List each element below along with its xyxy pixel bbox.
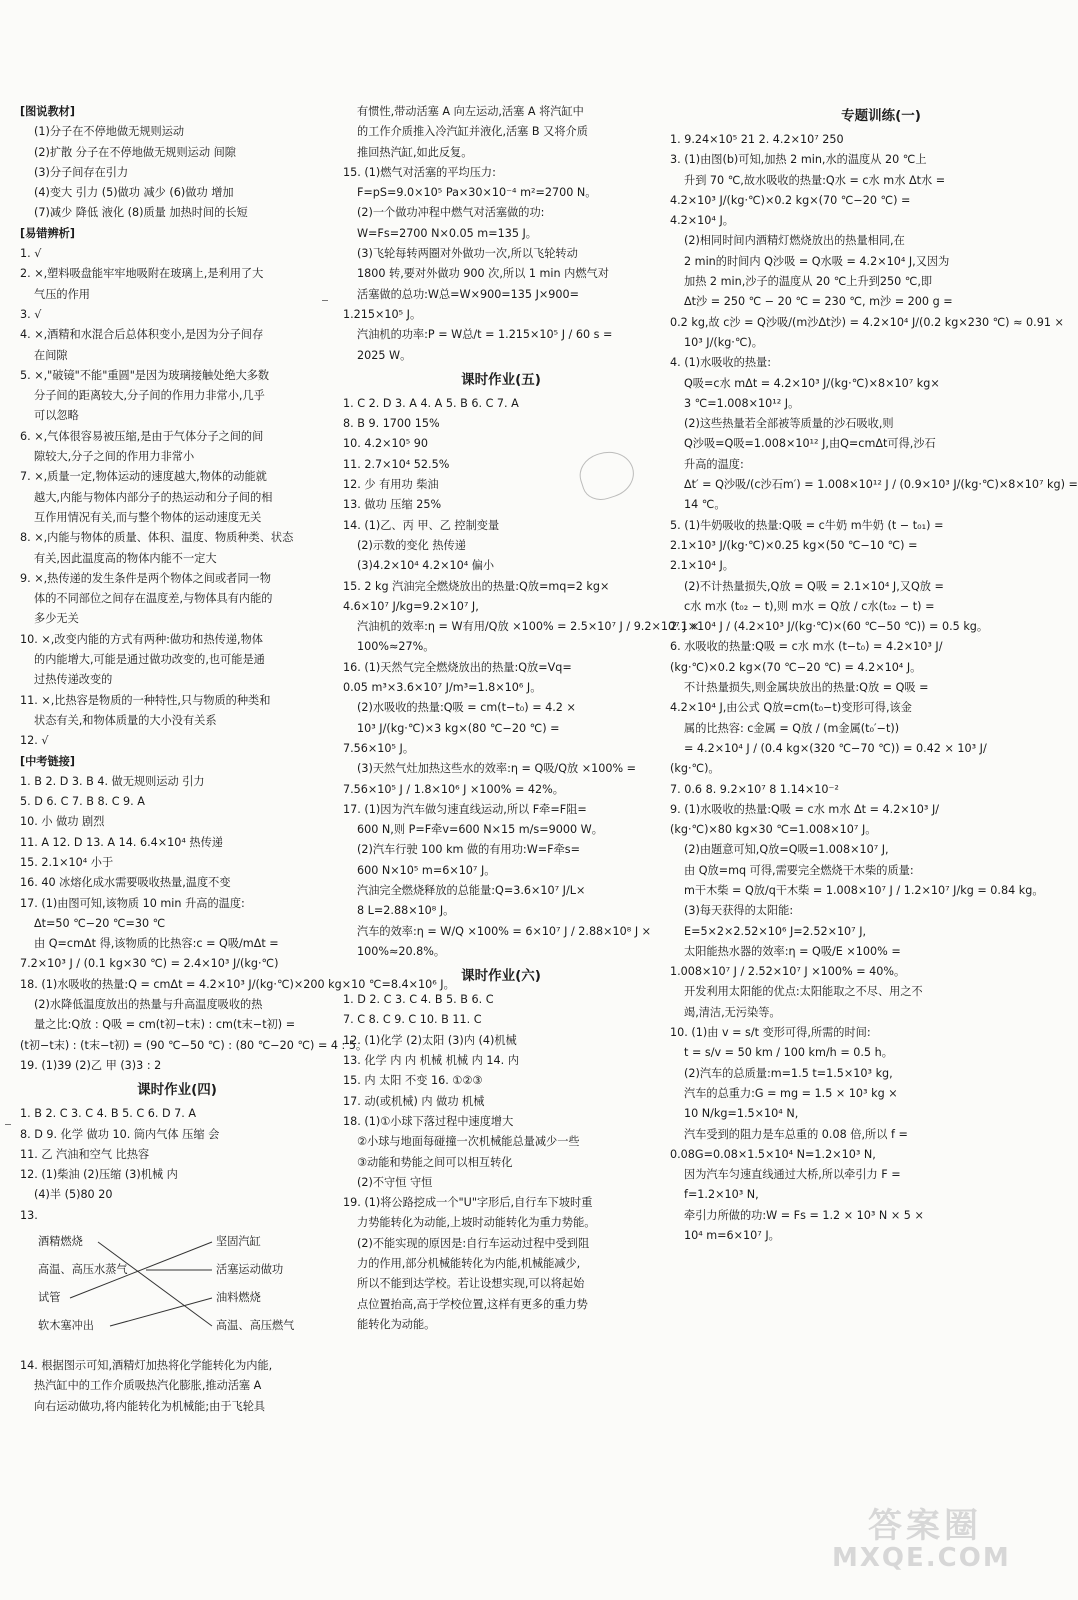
section-title: 课时作业(六) [461,968,541,985]
text-line: Δt=50 ℃−20 ℃=30 ℃ [34,916,166,930]
text-line: 10. ×,改变内能的方式有两种:做功和热传递,物体 [20,632,263,646]
text-line: f=1.2×10³ N, [684,1188,759,1202]
text-line: 热汽缸中的工作介质吸热汽化膨胀,推动活塞 A [34,1379,262,1393]
text-line: 4.2×10⁴ J。 [670,214,734,228]
text-line: c水 m水 (t₀₂ − t),则 m水 = Q放 / c水(t₀₂ − t) = [684,599,935,613]
text-line: 8. D 9. 化学 做功 10. 筒内气体 压缩 会 [20,1127,220,1141]
text-line: 0.08G=0.08×1.5×10⁴ N=1.2×10³ N, [670,1147,876,1161]
text-line: 10³ J/(kg·℃)×3 kg×(80 ℃−20 ℃) = [357,721,560,735]
text-line: (2)水降低温度放出的热量与升高温度吸收的热 [34,998,263,1012]
text-line: 的内能增大,可能是通过做功改变的,也可能是通 [34,653,265,667]
text-line: 多少无关 [34,612,79,626]
text-line: 越大,内能与物体内部分子的热运动和分子间的相 [34,490,273,504]
text-line: 2. ×,塑料吸盘能牢牢地吸附在玻璃上,是利用了大 [20,267,264,281]
diagram-left-label: 软木塞冲出 [38,1319,94,1333]
text-line: (4)半 (5)80 20 [34,1188,113,1202]
text-line: 14 ℃。 [684,498,726,512]
text-line: F=pS=9.0×10⁵ Pa×30×10⁻⁴ m²=2700 N。 [357,186,597,200]
section-title: 课时作业(四) [137,1082,217,1099]
text-line: 600 N×10⁵ m=6×10⁷ J。 [357,863,496,877]
connector-line [110,1298,212,1326]
text-line: 7.56×10⁵ J / 1.8×10⁶ J ×100% = 42%。 [343,782,564,796]
text-line: 2.1×10⁴ J。 [670,559,734,573]
column-right [670,102,1078,1246]
text-line: 3. √ [20,307,42,321]
text-line: 9. (1)水吸收的热量:Q吸 = c水 m水 Δt = 4.2×10³ J/ [670,802,940,816]
text-line: 5. D 6. C 7. B 8. C 9. A [20,795,145,809]
text-line: 汽油机的效率:η = W有用/Q放 ×100% = 2.5×10⁷ J / 9.2×10⁷ J × [357,620,700,634]
text-line: 10. 小 做功 剧烈 [20,815,105,829]
text-line: (3)分子间存在引力 [34,165,129,179]
text-line: 10⁴ m=6×10⁷ J。 [684,1229,780,1243]
matching-diagram [20,1228,334,1352]
text-line: Q沙吸=Q吸=1.008×10¹² J,由Q=cmΔt可得,沙石 [684,437,936,451]
text-line: 属的比热容: c金属 = Q放 / (m金属(t₀′−t)) [684,721,900,735]
text-line: 100%≈27%。 [357,640,435,654]
text-line: 气压的作用 [34,287,90,301]
text-line: (2)汽车行驶 100 km 做的有用功:W=F牵s= [357,843,580,857]
text-line: 汽油完全燃烧释放的总能量:Q=3.6×10⁷ J/L× [357,883,586,897]
text-line: 12. (1)化学 (2)太阳 (3)内 (4)机械 [343,1033,517,1047]
text-line: 1. √ [20,247,42,261]
text-line: (2)不计热量损失,Q放 = Q吸 = 2.1×10⁴ J,又Q放 = [684,579,944,593]
text-line: t = s/v = 50 km / 100 km/h = 0.5 h。 [684,1046,893,1060]
text-line: [易错辨析] [20,226,75,240]
text-line: 1. B 2. C 3. C 4. B 5. C 6. D 7. A [20,1107,197,1121]
text-line: 1. 9.24×10⁵ 21 2. 4.2×10⁷ 250 [670,133,844,146]
diagram-left-label: 高温、高压水蒸气 [38,1263,128,1277]
text-line: (t初−t末) : (t末−t初) = (90 ℃−50 ℃) : (80 ℃−20 ℃) = 4 : 5。 [20,1038,368,1052]
text-line: 11. A 12. D 13. A 14. 6.4×10⁴ 热传递 [20,835,223,849]
text-line: 所以不能到达学校。若让设想实现,可以将起始 [357,1277,585,1291]
text-line: 4.6×10⁷ J/kg=9.2×10⁷ J, [343,599,479,613]
text-line: 牵引力所做的功:W = Fs = 1.2 × 10³ N × 5 × [684,1208,924,1222]
text-line: 1. D 2. C 3. C 4. B 5. B 6. C [343,993,494,1007]
text-line: 8 L=2.88×10⁸ J。 [357,904,455,918]
text-line: (kg·℃)×0.2 kg×(70 ℃−20 ℃) = 4.2×10⁴ J。 [670,660,922,674]
diagram-right-label: 坚固汽缸 [216,1235,261,1249]
text-line: 7. 0.6 8. 9.2×10⁷ 8 1.14×10⁻² [670,782,839,796]
text-line: 7. ×,质量一定,物体运动的速度越大,物体的动能就 [20,470,267,484]
text-line: 12. √ [20,734,49,748]
text-line: 因为汽车匀速直线通过大桥,所以牵引力 F = [684,1168,901,1182]
text-line: (2)由题意可知,Q放=Q吸=1.008×10⁷ J, [684,843,889,857]
text-line: (2)不能实现的原因是:自行车运动过程中受到阻 [357,1236,590,1250]
text-line: Δt沙 = 250 ℃ − 20 ℃ = 230 ℃, m沙 = 200 g = [684,295,953,309]
text-line: 8. ×,内能与物体的质量、体积、温度、物质种类、状态 [20,531,294,545]
text-line: 5. (1)牛奶吸收的热量:Q吸 = c牛奶 m牛奶 (t − t₀₁) = [670,518,944,532]
text-line: 开发利用太阳能的优点:太阳能取之不尽、用之不 [684,985,923,999]
text-line: Q吸=c水 mΔt = 4.2×10³ J/(kg·℃)×8×10⁷ kg× [684,376,940,390]
text-line: 汽油机的功率:P = W总/t = 1.215×10⁵ J / 60 s = [357,328,613,342]
text-line: 6. 水吸收的热量:Q吸 = c水 m水 (t−t₀) = 4.2×10³ J/ [670,640,943,654]
text-line: 3 ℃=1.008×10¹² J。 [684,396,800,410]
text-line: 汽车受到的阻力是车总重的 0.08 倍,所以 f = [684,1127,908,1141]
margin-tick [5,1124,11,1125]
text-line: 0.2 kg,故 c沙 = Q沙吸/(m沙Δt沙) = 4.2×10⁴ J/(0.2 kg×230 ℃) ≈ 0.91 × [670,315,1064,329]
text-line: (2)示数的变化 热传递 [357,538,466,552]
text-line: 2025 W。 [357,348,412,362]
text-line: 10 N/kg=1.5×10⁴ N, [684,1107,799,1121]
text-line: [图说教材] [20,105,75,118]
text-line: 能转化为动能。 [357,1317,436,1331]
text-line: 19. (1)将公路挖成一个"U"字形后,自行车下坡时重 [343,1196,593,1210]
text-line: 力的作用,部分机械能转化为内能,机械能减少, [357,1257,581,1271]
text-line: 1.008×10⁷ J / 2.52×10⁷ J ×100% = 40%。 [670,965,906,979]
text-line: [中考链接] [20,754,75,768]
text-line: (kg·℃)。 [670,762,720,776]
text-line: 互作用情况有关,而与整个物体的运动速度无关 [34,510,262,524]
text-line: 2.1×10⁴ J / (4.2×10³ J/(kg·℃)×(60 ℃−50 ℃)) = 0.5 kg。 [670,620,989,634]
text-line: 4. ×,酒精和水混合后总体积变小,是因为分子间存 [20,328,264,342]
text-line: 隙较大,分子之间的作用力非常小 [34,450,195,464]
text-line: 加热 2 min,沙子的温度从 20 ℃上升到250 ℃,即 [684,275,933,289]
text-line: 1. B 2. D 3. B 4. 做无规则运动 引力 [20,774,205,788]
text-line: 19. (1)39 (2)乙 甲 (3)3 : 2 [20,1058,162,1072]
text-line: 由 Q放=mq 可得,需要完全燃烧干木柴的质量: [684,863,914,877]
text-line: ③动能和势能之间可以相互转化 [357,1155,513,1169]
text-line: (3)每天获得的太阳能: [684,904,794,918]
text-line: 17. 动(或机械) 内 做功 机械 [343,1094,485,1108]
text-line: 竭,清洁,无污染等。 [684,1005,781,1019]
text-line: 有惯性,带动活塞 A 向左运动,活塞 A 将汽缸中 [357,105,584,118]
text-line: 16. 40 冰熔化成水需要吸收热量,温度不变 [20,876,231,890]
text-line: (2)一个做功冲程中燃气对活塞做的功: [357,206,545,220]
text-line: 由 Q=cmΔt 得,该物质的比热容:c = Q吸/mΔt = [34,937,279,951]
text-line: 17. (1)因为汽车做匀速直线运动,所以 F牵=F阻= [343,802,587,816]
text-line: 推回热汽缸,如此反复。 [357,145,473,159]
text-line: 1. C 2. D 3. A 4. A 5. B 6. C 7. A [343,396,519,410]
text-line: 不计热量损失,则金属块放出的热量:Q放 = Q吸 = [684,681,929,695]
text-line: (3)4.2×10⁴ 4.2×10⁴ 偏小 [357,559,495,573]
text-line: (2)不守恒 守恒 [357,1175,433,1189]
text-line: 12. (1)柴油 (2)压缩 (3)机械 内 [20,1168,178,1182]
text-line: 14. (1)乙、丙 甲、乙 控制变量 [343,518,500,532]
text-line: 18. (1)水吸收的热量:Q = cmΔt = 4.2×10³ J/(kg·℃)×200 kg×10 ℃=8.4×10⁶ J。 [20,977,455,991]
text-line: 6. ×,气体很容易被压缩,是由于气体分子之间的间 [20,429,264,443]
text-line: m干木柴 = Q放/q干木柴 = 1.008×10⁷ J / 1.2×10⁷ J/kg = 0.84 kg。 [684,883,1044,897]
text-line: 点位置抬高,高于学校位置,这样有更多的重力势 [357,1297,588,1311]
text-line: 状态有关,和物体质量的大小没有关系 [34,713,217,727]
diagram-left-label: 试管 [38,1291,61,1305]
text-line: Δt′ = Q沙吸/(c沙石m′) = 1.008×10¹² J / (0.9×10³ J/(kg·℃)×8×10⁷ kg) = [684,478,1078,492]
text-line: 太阳能热水器的效率:η = Q吸/E ×100% = [684,944,901,958]
diagram-right-label: 活塞运动做功 [216,1263,284,1277]
text-line: 的工作介质推入冷汽缸并液化,活塞 B 又将介质 [357,125,588,139]
text-line: 15. (1)燃气对活塞的平均压力: [343,165,496,179]
column-middle [343,102,700,1335]
text-line: 汽车的效率:η = W/Q ×100% = 6×10⁷ J / 2.88×10⁸ J × [357,924,652,938]
connector-lines [20,1228,320,1352]
text-line: 升到 70 ℃,故水吸收的热量:Q水 = c水 m水 Δt水 = [684,173,946,187]
text-line: 12. 少 有用功 柴油 [343,478,439,492]
text-line: 力势能转化为动能,上坡时动能转化为重力势能。 [357,1216,596,1230]
text-line: (2)扩散 分子在不停地做无规则运动 间隙 [34,145,236,159]
text-line: 在间隙 [34,348,68,362]
text-line: 10³ J/(kg·℃)。 [684,335,763,349]
text-line: 14. 根据图示可知,酒精灯加热将化学能转化为内能, [20,1359,273,1373]
text-line: (3)天然气灶加热这些水的效率:η = Q吸/Q放 ×100% = [357,762,637,776]
section-title: 课时作业(五) [461,371,541,388]
margin-tick [322,300,328,301]
text-line: 2 min的时间内 Q沙吸 = Q水吸 = 4.2×10⁴ J,又因为 [684,254,950,268]
text-line: 11. 乙 汽油和空气 比热容 [20,1147,150,1161]
text-line: 7.2×10³ J / (0.1 kg×30 ℃) = 2.4×10³ J/(kg·℃) [20,957,279,971]
text-line: (7)减少 降低 液化 (8)质量 加热时间的长短 [34,206,248,220]
text-line: 4. (1)水吸收的热量: [670,356,771,370]
text-line: (2)相同时间内酒精灯燃烧放出的热量相同,在 [684,234,905,248]
text-line: 18. (1)①小球下落过程中速度增大 [343,1114,514,1128]
text-line: 13. 做功 压缩 25% [343,498,442,512]
text-line: 10. 4.2×10⁵ 90 [343,437,429,451]
text-line: 17. (1)由图可知,该物质 10 min 升高的温度: [20,896,245,910]
text-line: 3. (1)由图(b)可知,加热 2 min,水的温度从 20 ℃上 [670,153,927,167]
text-line: 15. 2.1×10⁴ 小于 [20,855,114,869]
text-line: 向右运动做功,将内能转化为机械能;由于飞轮具 [34,1399,266,1413]
text-line: 16. (1)天然气完全燃烧放出的热量:Q放=Vq= [343,660,572,674]
text-line: 600 N,则 P=F牵v=600 N×15 m/s=9000 W。 [357,823,603,837]
text-line: (1)分子在不停地做无规则运动 [34,125,185,139]
text-line: 7.56×10⁵ J。 [343,741,415,755]
watermark-line1: 答案圈 [868,1506,982,1546]
text-line: 4.2×10⁴ J,由公式 Q放=cm(t₀−t)变形可得,该金 [670,701,912,715]
text-line: E=5×2×2.52×10⁶ J=2.52×10⁷ J, [684,924,867,938]
text-line: 11. 2.7×10⁴ 52.5% [343,457,450,471]
text-line: 4.2×10³ J/(kg·℃)×0.2 kg×(70 ℃−20 ℃) = [670,193,911,207]
section-title: 专题训练(一) [841,108,921,124]
diagram-left-label: 酒精燃烧 [38,1235,83,1249]
text-line: ②小球与地面每碰撞一次机械能总量减少一些 [357,1135,580,1149]
text-line: (2)汽车的总质量:m=1.5 t=1.5×10³ kg, [684,1066,893,1080]
text-line: 分子间的距离较大,分子间的作用力非常小,几乎 [34,389,265,403]
text-line: W=Fs=2700 N×0.05 m=135 J。 [357,226,537,240]
text-line: 汽车的总重力:G = mg = 1.5 × 10³ kg × [684,1086,898,1100]
text-line: 100%≈20.8%。 [357,944,446,958]
text-line: 15. 2 kg 汽油完全燃烧放出的热量:Q放=mq=2 kg× [343,579,610,593]
text-line: 有关,因此温度高的物体内能不一定大 [34,551,217,565]
diagram-right-label: 高温、高压燃气 [216,1319,295,1333]
watermark-logo [832,1506,1011,1573]
text-line: (4)变大 引力 (5)做功 减少 (6)做功 增加 [34,186,234,200]
text-line: 11. ×,比热容是物质的一种特性,只与物质的种类和 [20,693,271,707]
text-line: (2)这些热量若全部被等质量的沙石吸收,则 [684,417,894,431]
text-line: 9. ×,热传递的发生条件是两个物体之间或者同一物 [20,571,271,585]
text-line: 2.1×10³ J/(kg·℃)×0.25 kg×(50 ℃−10 ℃) = [670,538,918,552]
text-line: 过热传递改变的 [34,673,113,687]
text-line: 10. (1)由 v = s/t 变形可得,所需的时间: [670,1026,871,1040]
text-line: 7. C 8. C 9. C 10. B 11. C [343,1013,482,1027]
text-line: 1.215×10⁵ J。 [343,307,422,321]
text-line: 0.05 m³×3.6×10⁷ J/m³=1.8×10⁶ J。 [343,681,542,695]
text-line: (kg·℃)×80 kg×30 ℃=1.008×10⁷ J。 [670,823,877,837]
text-line: (2)水吸收的热量:Q吸 = cm(t−t₀) = 4.2 × [357,701,576,715]
text-line: (3)飞轮每转两圈对外做功一次,所以飞轮转动 [357,247,578,261]
watermark-line2: MXQE.COM [832,1543,1011,1573]
diagram-right-label: 油料燃烧 [216,1291,261,1305]
text-line: 可以忽略 [34,409,79,423]
text-line: 15. 内 太阳 不变 16. ①②③ [343,1074,483,1088]
text-line: = 4.2×10⁴ J / (0.4 kg×(320 ℃−70 ℃)) = 0.42 × 10³ J/ [684,741,987,755]
text-line: 13. 化学 内 内 机械 机械 内 14. 内 [343,1054,519,1068]
text-line: 升高的温度: [684,457,744,471]
text-line: 体的不同部位之间存在温度差,与物体具有内能的 [34,592,273,606]
text-line: 8. B 9. 1700 15% [343,417,440,431]
text-line: 活塞做的总功:W总=W×900=135 J×900= [357,287,579,301]
text-line: 5. ×,"破镜"不能"重圆"是因为玻璃接触处绝大多数 [20,368,270,382]
text-line: 量之比:Q放 : Q吸 = cm(t初−t末) : cm(t末−t初) = [34,1018,296,1032]
text-line: 13. [20,1208,38,1222]
text-line: 1800 转,要对外做功 900 次,所以 1 min 内燃气对 [357,267,609,281]
